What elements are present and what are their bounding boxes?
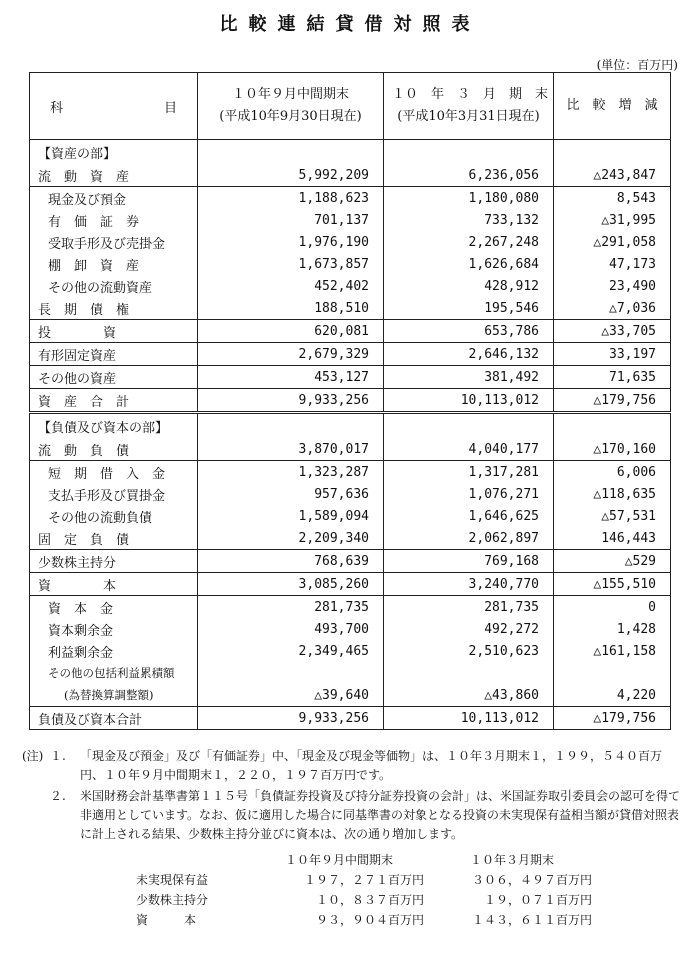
note-2-header-1: １０年９月中間期末 (284, 852, 393, 867)
notes-head: (注) (22, 749, 44, 763)
value-sep-1998: 1,673,857 (198, 253, 384, 275)
row-label: (為替換算調整額) (30, 684, 198, 707)
table-row (30, 596, 671, 619)
table-row (30, 297, 671, 320)
col3-header (554, 73, 671, 140)
row-label: 流 動 負 債 (30, 438, 198, 461)
table-row (30, 573, 671, 596)
value-mar-1998: 2,062,897 (384, 527, 554, 550)
value-change: 0 (554, 596, 671, 619)
row-label: その他の包括利益累積額 (30, 662, 198, 684)
table-row (30, 209, 671, 231)
value-mar-1998: 1,626,684 (384, 253, 554, 275)
note-2-row-v1: １９７，２７１百万円 (303, 872, 424, 887)
table-row (30, 684, 671, 707)
value-mar-1998: 4,040,177 (384, 438, 554, 461)
value-sep-1998 (198, 413, 384, 439)
table-row (30, 618, 671, 640)
row-label: その他の資産 (30, 366, 198, 389)
value-sep-1998: 620,081 (198, 320, 384, 343)
note-2-row-label: 少数株主持分 (136, 892, 209, 907)
table-row (30, 438, 671, 461)
note-2-row (132, 910, 596, 930)
value-sep-1998: 493,700 (198, 618, 384, 640)
table-row (30, 483, 671, 505)
row-label: 短 期 借 入 金 (30, 461, 198, 484)
row-label: 資 本 金 (30, 596, 198, 619)
row-label: 利益剰余金 (30, 640, 198, 662)
row-label: 流 動 資 産 (30, 164, 198, 187)
note-2-number: ２. (50, 789, 66, 803)
note-2-table-header (132, 850, 596, 870)
value-change: 23,490 (554, 275, 671, 297)
row-label: 少数株主持分 (30, 550, 198, 573)
value-mar-1998: 2,646,132 (384, 343, 554, 366)
row-label: 有 価 証 券 (30, 209, 198, 231)
note-2-row-label: 資 本 (136, 912, 197, 927)
value-sep-1998: 3,085,260 (198, 573, 384, 596)
note-2-row-v1: １０，８３７百万円 (315, 892, 424, 907)
value-mar-1998: 1,076,271 (384, 483, 554, 505)
note-2-row-v1: ９３，９０４百万円 (315, 912, 424, 927)
value-change: △291,058 (554, 231, 671, 253)
value-change: △155,510 (554, 573, 671, 596)
value-mar-1998 (384, 140, 554, 165)
value-sep-1998: 2,679,329 (198, 343, 384, 366)
row-label: 資 産 合 計 (30, 389, 198, 413)
value-change: △33,705 (554, 320, 671, 343)
table-row (30, 461, 671, 484)
value-sep-1998: 1,589,094 (198, 505, 384, 527)
note-2-header-2: １０年３月期末 (469, 852, 554, 867)
value-change (554, 140, 671, 165)
value-sep-1998: 453,127 (198, 366, 384, 389)
value-change: △118,635 (554, 483, 671, 505)
col1-title: １０年９月中間期末 (231, 87, 349, 102)
value-sep-1998: 957,636 (198, 483, 384, 505)
note-2-row-label: 未実現保有益 (136, 872, 209, 887)
value-sep-1998: 9,933,256 (198, 389, 384, 413)
value-change (554, 662, 671, 684)
item-header-b: 目 (163, 100, 177, 116)
col2-subtitle: (平成10年3月31日現在) (397, 109, 540, 124)
value-sep-1998: 768,639 (198, 550, 384, 573)
value-change (554, 413, 671, 439)
value-mar-1998: 428,912 (384, 275, 554, 297)
col2-title: １０ 年 ３ 月 期 末 (392, 87, 549, 102)
page-title: 比較連結貸借対照表 (219, 14, 481, 35)
value-sep-1998: 452,402 (198, 275, 384, 297)
row-label: 投 資 (30, 320, 198, 343)
row-label: 【負債及び資本の部】 (30, 413, 198, 439)
value-mar-1998: 1,180,080 (384, 187, 554, 210)
value-sep-1998 (198, 662, 384, 684)
value-mar-1998 (384, 662, 554, 684)
row-label: 資 本 (30, 573, 198, 596)
value-change: △179,756 (554, 707, 671, 730)
unit-label: (単位：百万円) (596, 58, 678, 72)
col1-subtitle: (平成10年9月30日現在) (219, 109, 362, 124)
table-row (30, 366, 671, 389)
table-row (30, 707, 671, 730)
table-row (30, 343, 671, 366)
value-sep-1998: 1,976,190 (198, 231, 384, 253)
value-mar-1998: 381,492 (384, 366, 554, 389)
table-row (30, 187, 671, 210)
value-sep-1998: 2,349,465 (198, 640, 384, 662)
table-row (30, 550, 671, 573)
value-change: △31,995 (554, 209, 671, 231)
value-mar-1998: 1,317,281 (384, 461, 554, 484)
row-label: その他の流動資産 (30, 275, 198, 297)
row-label: 現金及び預金 (30, 187, 198, 210)
row-label: その他の流動負債 (30, 505, 198, 527)
value-mar-1998: 10,113,012 (384, 389, 554, 413)
value-change: △7,036 (554, 297, 671, 320)
value-change: △57,531 (554, 505, 671, 527)
item-column-header (30, 73, 198, 140)
row-label: 棚 卸 資 産 (30, 253, 198, 275)
row-label: 固 定 負 債 (30, 527, 198, 550)
value-mar-1998: 769,168 (384, 550, 554, 573)
note-2-row (132, 870, 596, 890)
note-2-row (132, 890, 596, 910)
value-mar-1998: 2,510,623 (384, 640, 554, 662)
value-sep-1998: 1,323,287 (198, 461, 384, 484)
table-row (30, 662, 671, 684)
col3-title: 比 較 増 減 (566, 98, 658, 113)
value-change: 33,197 (554, 343, 671, 366)
note-1-text: 「現金及び預金」及び「有価証券」中、「現金及び現金等価物」は、１０年３月期末１，１９９，５４０百万円、１０年９月中間期末１，２２０，１９７百万円です。 (80, 749, 663, 782)
row-label: 受取手形及び売掛金 (30, 231, 198, 253)
value-mar-1998: 10,113,012 (384, 707, 554, 730)
value-mar-1998: 1,646,625 (384, 505, 554, 527)
value-mar-1998: 6,236,056 (384, 164, 554, 187)
value-change: △170,160 (554, 438, 671, 461)
value-sep-1998: 188,510 (198, 297, 384, 320)
value-change: △529 (554, 550, 671, 573)
note-2-row-v2: １４３，６１１百万円 (471, 912, 592, 927)
value-mar-1998: △43,860 (384, 684, 554, 707)
row-label: 有形固定資産 (30, 343, 198, 366)
table-row (30, 527, 671, 550)
value-sep-1998: △39,640 (198, 684, 384, 707)
value-change: 6,006 (554, 461, 671, 484)
value-change: 8,543 (554, 187, 671, 210)
value-sep-1998: 701,137 (198, 209, 384, 231)
row-label: 負債及び資本合計 (30, 707, 198, 730)
table-header-row (30, 73, 671, 140)
value-sep-1998: 5,992,209 (198, 164, 384, 187)
table-row (30, 253, 671, 275)
value-change: 47,173 (554, 253, 671, 275)
value-change: 4,220 (554, 684, 671, 707)
value-sep-1998: 281,735 (198, 596, 384, 619)
table-row (30, 320, 671, 343)
item-header-a: 科 (50, 100, 64, 116)
col1-header (198, 73, 384, 140)
table-row (30, 164, 671, 187)
value-sep-1998: 9,933,256 (198, 707, 384, 730)
value-change: 71,635 (554, 366, 671, 389)
value-change: 1,428 (554, 618, 671, 640)
note-1-number: １. (50, 749, 66, 763)
value-mar-1998: 195,546 (384, 297, 554, 320)
value-sep-1998: 3,870,017 (198, 438, 384, 461)
row-label: 資本剰余金 (30, 618, 198, 640)
note-2-text: 米国財務会計基準書第１１５号「負債証券投資及び持分証券投資の会計」は、米国証券取引委員会の認可を得て非適用としています。なお、仮に適用した場合に同基準書の対象となる投資の未実現保有益相当額が貸借対照表に計上される結果、少数株主持分並びに資本は、次の通り増加します。 (80, 789, 681, 841)
table-row (30, 640, 671, 662)
section-header-row (30, 140, 671, 165)
table-row (30, 275, 671, 297)
row-label: 長 期 債 権 (30, 297, 198, 320)
note-2-row-v2: ３０６，４９７百万円 (471, 872, 592, 887)
value-sep-1998: 1,188,623 (198, 187, 384, 210)
value-mar-1998: 492,272 (384, 618, 554, 640)
value-mar-1998: 3,240,770 (384, 573, 554, 596)
note-2-table (132, 850, 596, 930)
value-mar-1998: 281,735 (384, 596, 554, 619)
value-sep-1998: 2,209,340 (198, 527, 384, 550)
row-label: 支払手形及び買掛金 (30, 483, 198, 505)
value-change: 146,443 (554, 527, 671, 550)
notes-section (22, 747, 682, 930)
note-2-row-v2: １９，０７１百万円 (483, 892, 592, 907)
table-body (30, 140, 671, 730)
value-mar-1998: 733,132 (384, 209, 554, 231)
value-mar-1998: 653,786 (384, 320, 554, 343)
section-header-row (30, 413, 671, 439)
value-change: △243,847 (554, 164, 671, 187)
note-1 (22, 747, 682, 785)
row-label: 【資産の部】 (30, 140, 198, 165)
value-mar-1998: 2,267,248 (384, 231, 554, 253)
balance-sheet-table (29, 72, 671, 730)
table-row (30, 231, 671, 253)
table-row (30, 505, 671, 527)
table-row (30, 389, 671, 413)
value-change: △161,158 (554, 640, 671, 662)
col2-header (384, 73, 554, 140)
note-2 (22, 787, 682, 844)
value-mar-1998 (384, 413, 554, 439)
value-sep-1998 (198, 140, 384, 165)
value-change: △179,756 (554, 389, 671, 413)
